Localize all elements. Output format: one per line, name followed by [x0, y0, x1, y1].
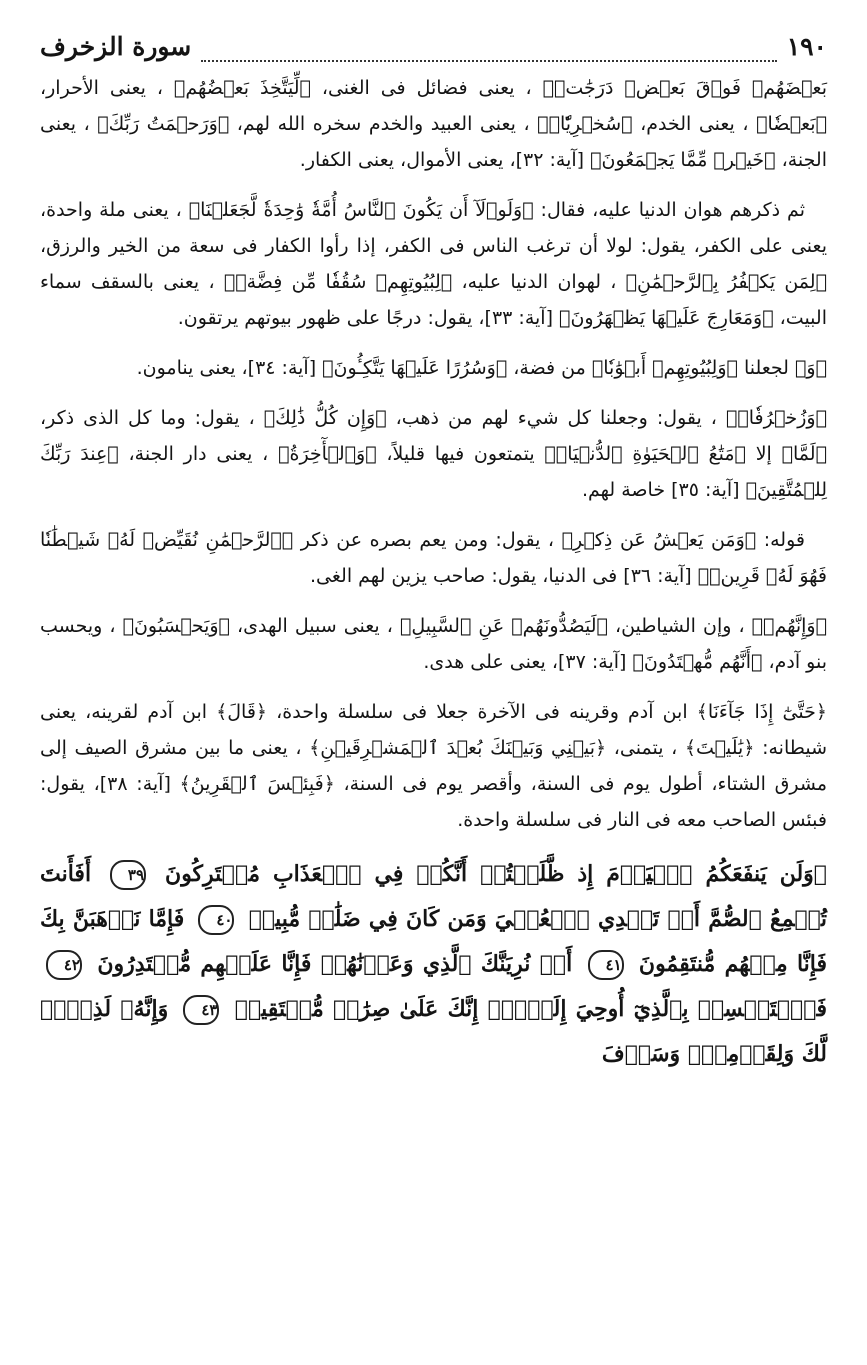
ayah-number-marker: ٤٠: [198, 905, 234, 935]
quran-verse-text: أَوۡ نُرِيَنَّكَ ٱلَّذِي وَعَدۡنَٰهُمۡ فَإِنَّا عَلَيۡهِم مُّقۡتَدِرُونَ: [97, 951, 573, 977]
page-number: ١٩٠: [786, 32, 827, 61]
paragraph-text: ﴿وَ﴾ لجعلنا ﴿وَلِبُيُوتِهِمۡ أَبۡوَٰبٗا﴾ من فضة، ﴿وَسُرُرًا عَلَيۡهَا يَتَّكِـُٔونَ﴾ [آية: ٣٤]، يعنى ينامون.: [136, 357, 827, 379]
paragraph-text: ﴿وَزُخۡرُفٗاۚ﴾ ، يقول: وجعلنا كل شيء لهم من ذهب، ﴿وَإِن كُلُّ ذَٰلِكَ﴾ ، يقول: وما كل الذى ذكر، ﴿لَمَّا﴾ إلا ﴿مَتَٰعُ ٱلۡحَيَوٰةِ ٱلدُّنۡيَاۚ﴾ يتمتعون فيها قليلاً، ﴿وَٱلۡأٓخِرَةُ﴾ ، يعنى دار الجنة، ﴿عِندَ رَبِّكَ لِلۡمُتَّقِينَ﴾ [آية: ٣٥] خاصة لهم.: [40, 407, 827, 501]
ayah-number-marker: ٣٩: [110, 860, 146, 890]
quran-verses-block: [40, 852, 827, 1077]
quran-verse-text: وَإِنَّهُۥ لَذِكۡرٞ لَّكَ وَلِقَوۡمِكَۖ وَسَوۡفَ: [40, 996, 827, 1067]
paragraph: [40, 400, 827, 508]
paragraph: [40, 350, 827, 386]
ayah-number-marker: ٤٢: [46, 950, 82, 980]
paragraph-text: بَعۡضَهُمۡ فَوۡقَ بَعۡضٖ دَرَجَٰتٖ﴾ ، يعنى فضائل فى الغنى، ﴿لِّيَتَّخِذَ بَعۡضُهُم﴾ ، يعنى الأحرار، ﴿بَعۡضٗا﴾ ، يعنى الخدم، ﴿سُخۡرِيّٗاۗ﴾ ، يعنى العبيد والخدم سخره الله لهم، ﴿وَرَحۡمَتُ رَبِّكَ﴾ ، يعنى الجنة، ﴿خَيۡرٞ مِّمَّا يَجۡمَعُونَ﴾ [آية: ٣٢]، يعنى الأموال، يعنى الكفار.: [40, 77, 827, 171]
quran-verse-text: ﴿وَلَن يَنفَعَكُمُ ٱلۡيَوۡمَ إِذ ظَّلَمۡتُمۡ أَنَّكُمۡ فِي ٱلۡعَذَابِ مُشۡتَرِكُونَ: [165, 861, 827, 887]
ayah-number-marker: ٤١: [588, 950, 624, 980]
quran-verse-text: فَإِمَّا نَذۡهَبَنَّ بِكَ فَإِنَّا مِنۡهُم مُّنتَقِمُونَ: [40, 906, 827, 977]
ayah-number-marker: ٤٣: [183, 995, 219, 1025]
surah-title: سورة الزخرف: [40, 32, 192, 61]
paragraph-text: قوله: ﴿وَمَن يَعۡشُ عَن ذِكۡرِ﴾ ، يقول: ومن يعم بصره عن ذكر ﴿ٱلرَّحۡمَٰنِ نُقَيِّضۡ لَهُۥ شَيۡطَٰنٗا فَهُوَ لَهُۥ قَرِينٞ﴾ [آية: ٣٦] فى الدنيا، يقول: صاحب يزين لهم الغى.: [40, 529, 827, 587]
paragraph: [40, 522, 827, 594]
paragraph-text: ﴿وَإِنَّهُمۡ﴾ ، وإن الشياطين، ﴿لَيَصُدُّونَهُمۡ عَنِ ٱلسَّبِيلِ﴾ ، يعنى سبيل الهدى، ﴿وَيَحۡسَبُونَ﴾ ، ويحسب بنو آدم، ﴿أَنَّهُم مُّهۡتَدُونَ﴾ [آية: ٣٧]، يعنى على هدى.: [40, 615, 827, 673]
paragraph: [40, 608, 827, 680]
paragraph-text: ثم ذكرهم هوان الدنيا عليه، فقال: ﴿وَلَوۡلَآ أَن يَكُونَ ٱلنَّاسُ أُمَّةٗ وَٰحِدَةٗ لَّجَعَلۡنَا﴾ ، يعنى ملة واحدة، يعنى على الكفر، يقول: لولا أن ترغب الناس فى الكفر، إذا رأوا الكفار فى سعة من الخير والرزق، ﴿لِمَن يَكۡفُرُ بِٱلرَّحۡمَٰنِ﴾ ، لهوان الدنيا عليه، ﴿لِبُيُوتِهِمۡ سُقُفٗا مِّن فِضَّةٖ﴾ ، يعنى بالسقف سماء البيت، ﴿وَمَعَارِجَ عَلَيۡهَا يَظۡهَرُونَ﴾ [آية: ٣٣]، يقول: درجًا على ظهور بيوتهم يرتقون.: [40, 199, 827, 329]
header-dotted-leader: [201, 60, 776, 62]
paragraph: [40, 70, 827, 178]
paragraph-text: ﴿حَتَّىٰٓ إِذَا جَآءَنَا﴾ ابن آدم وقرينه فى الآخرة جعلا فى سلسلة واحدة، ﴿قَالَ﴾ ابن آدم لقرينه، يعنى شيطانه: ﴿يَٰلَيۡتَ﴾ ، يتمنى، ﴿بَيۡنِي وَبَيۡنَكَ بُعۡدَ ٱلۡمَشۡرِقَيۡنِ﴾ ، يعنى ما بين مشرق الصيف إلى مشرق الشتاء، أطول يوم فى السنة، وأقصر يوم فى السنة، ﴿فَبِئۡسَ ٱلۡقَرِينُ﴾ [آية: ٣٨]، يقول: فبئس الصاحب معه فى النار فى سلسلة واحدة.: [40, 701, 827, 831]
paragraph: [40, 694, 827, 838]
paragraph: [40, 192, 827, 336]
quran-verse-text: أَفَأَنتَ تُسۡمِعُ ٱلصُّمَّ أَوۡ تَهۡدِي ٱلۡعُمۡيَ وَمَن كَانَ فِي ضَلَٰلٖ مُّبِينٖ: [40, 861, 827, 932]
page-header: [40, 30, 827, 70]
quran-verse-text: فَٱسۡتَمۡسِكۡ بِٱلَّذِيٓ أُوحِيَ إِلَيۡكَۖ إِنَّكَ عَلَىٰ صِرَٰطٖ مُّسۡتَقِيمٖ: [234, 996, 827, 1022]
